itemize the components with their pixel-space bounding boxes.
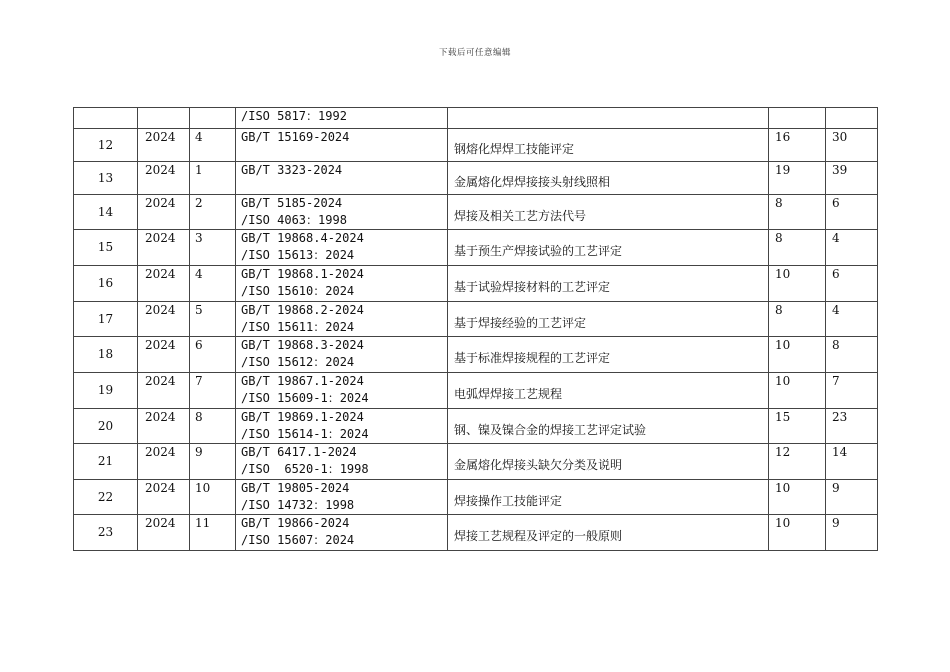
row-number-cell: 21 (74, 444, 138, 480)
standard-code-line: /ISO 6520-1：1998 (241, 462, 369, 476)
sequence-cell (190, 108, 236, 129)
standard-name-cell (448, 373, 769, 409)
standard-code-cell (236, 129, 448, 162)
standard-name-cell (448, 302, 769, 337)
standard-code-line: GB/T 19868.1-2024 (241, 267, 364, 281)
standard-code-line: GB/T 19805-2024 (241, 481, 350, 495)
standard-code-cell (236, 337, 448, 373)
standard-code-cell (236, 373, 448, 409)
pages-cell (769, 108, 826, 129)
standard-code-line: /ISO 4063：1998 (241, 213, 347, 227)
standard-name: 钢熔化焊焊工技能评定 (454, 141, 575, 156)
standard-code-cell (236, 162, 448, 195)
table-row (74, 409, 878, 444)
standard-code-line: /ISO 15611：2024 (241, 320, 355, 334)
standard-code-line: GB/T 19868.4-2024 (241, 231, 364, 245)
standard-code-line: GB/T 15169-2024 (241, 130, 350, 144)
standard-name-cell (448, 515, 769, 551)
standard-code-cell (236, 480, 448, 515)
year-cell: 2024 (138, 266, 190, 302)
table-row (74, 230, 878, 266)
count-cell (826, 108, 878, 129)
year-cell: 2024 (138, 515, 190, 551)
count-cell: 4 (826, 230, 878, 266)
table-row (74, 373, 878, 409)
table-body (74, 108, 878, 551)
row-number-cell: 22 (74, 480, 138, 515)
count-cell: 14 (826, 444, 878, 480)
standard-name: 基于试验焊接材料的工艺评定 (454, 280, 611, 294)
standard-code-line: GB/T 6417.1-2024 (241, 445, 357, 459)
pages-cell: 8 (769, 230, 826, 266)
sequence-cell: 6 (190, 337, 236, 373)
standard-name: 焊接及相关工艺方法代号 (454, 208, 587, 223)
year-cell: 2024 (138, 409, 190, 444)
count-cell: 39 (826, 162, 878, 195)
sequence-cell: 1 (190, 162, 236, 195)
pages-cell: 12 (769, 444, 826, 480)
count-cell: 9 (826, 480, 878, 515)
standard-name-cell (448, 129, 769, 162)
pages-cell: 15 (769, 409, 826, 444)
standard-code-cell (236, 444, 448, 480)
header-note: 下载后可任意编辑 (438, 48, 511, 58)
standard-code-line: GB/T 19868.2-2024 (241, 303, 364, 317)
count-cell: 6 (826, 266, 878, 302)
sequence-cell: 8 (190, 409, 236, 444)
table-row (74, 337, 878, 373)
count-cell: 6 (826, 195, 878, 230)
table-row (74, 444, 878, 480)
sequence-cell: 10 (190, 480, 236, 515)
standard-code-line: /ISO 15614-1：2024 (241, 427, 369, 441)
standard-name-cell (448, 230, 769, 266)
standard-code-line: /ISO 15609-1：2024 (241, 391, 369, 405)
sequence-cell: 2 (190, 195, 236, 230)
standard-name-cell (448, 480, 769, 515)
standard-name: 基于预生产焊接试验的工艺评定 (454, 244, 623, 258)
standard-name: 金属熔化焊接头缺欠分类及说明 (454, 458, 623, 472)
count-cell: 9 (826, 515, 878, 551)
year-cell: 2024 (138, 195, 190, 230)
pages-cell: 10 (769, 266, 826, 302)
count-cell: 4 (826, 302, 878, 337)
sequence-cell: 7 (190, 373, 236, 409)
count-cell: 23 (826, 409, 878, 444)
year-cell: 2024 (138, 129, 190, 162)
standard-name-cell (448, 162, 769, 195)
standard-code-line: /ISO 5817：1992 (241, 109, 347, 123)
year-cell: 2024 (138, 230, 190, 266)
pages-cell: 10 (769, 480, 826, 515)
pages-cell: 10 (769, 515, 826, 551)
standard-code-line: /ISO 14732：1998 (241, 498, 355, 512)
standard-name-cell (448, 195, 769, 230)
standard-code-line: GB/T 3323-2024 (241, 163, 343, 177)
row-number-cell: 19 (74, 373, 138, 409)
standard-code-line: /ISO 15610：2024 (241, 284, 355, 298)
count-cell: 7 (826, 373, 878, 409)
standard-name: 基于标准焊接规程的工艺评定 (454, 351, 611, 365)
row-number-cell: 20 (74, 409, 138, 444)
table-row (74, 515, 878, 551)
standard-name: 钢、镍及镍合金的焊接工艺评定试验 (454, 422, 647, 437)
row-number-cell: 13 (74, 162, 138, 195)
standard-code-cell (236, 230, 448, 266)
pages-cell: 10 (769, 373, 826, 409)
year-cell: 2024 (138, 444, 190, 480)
standard-name: 金属熔化焊焊接接头射线照相 (454, 174, 611, 189)
standard-name: 焊接工艺规程及评定的一般原则 (454, 529, 623, 543)
standard-name-cell (448, 409, 769, 444)
row-number-cell: 18 (74, 337, 138, 373)
sequence-cell: 3 (190, 230, 236, 266)
table-row (74, 195, 878, 230)
table-row (74, 108, 878, 129)
count-cell: 30 (826, 129, 878, 162)
table-row (74, 129, 878, 162)
row-number-cell: 14 (74, 195, 138, 230)
standard-code-line: GB/T 5185-2024 (241, 196, 343, 210)
pages-cell: 19 (769, 162, 826, 195)
pages-cell: 10 (769, 337, 826, 373)
row-number-cell: 15 (74, 230, 138, 266)
table-row (74, 266, 878, 302)
year-cell: 2024 (138, 162, 190, 195)
standard-code-cell (236, 302, 448, 337)
pages-cell: 8 (769, 302, 826, 337)
standard-code-line: GB/T 19867.1-2024 (241, 374, 364, 388)
standard-name-cell (448, 337, 769, 373)
standard-name-cell (448, 108, 769, 129)
table-row (74, 162, 878, 195)
pages-cell: 8 (769, 195, 826, 230)
standard-code-cell (236, 409, 448, 444)
standard-code-cell (236, 195, 448, 230)
standard-code-line: /ISO 15613：2024 (241, 248, 355, 262)
standard-name: 电弧焊焊接工艺规程 (454, 387, 563, 401)
sequence-cell: 9 (190, 444, 236, 480)
row-number-cell: 17 (74, 302, 138, 337)
standard-code-cell (236, 108, 448, 129)
row-number-cell: 16 (74, 266, 138, 302)
standard-code-line: GB/T 19866-2024 (241, 516, 350, 530)
standard-code-cell (236, 515, 448, 551)
standard-name-cell (448, 444, 769, 480)
standard-name: 焊接操作工技能评定 (454, 493, 563, 508)
standards-table (73, 107, 878, 551)
year-cell: 2024 (138, 373, 190, 409)
row-number-cell (74, 108, 138, 129)
year-cell: 2024 (138, 480, 190, 515)
table-row (74, 480, 878, 515)
standard-code-cell (236, 266, 448, 302)
standard-name (454, 114, 768, 122)
row-number-cell: 23 (74, 515, 138, 551)
row-number-cell: 12 (74, 129, 138, 162)
standard-code-line: /ISO 15607：2024 (241, 533, 355, 547)
year-cell: 2024 (138, 302, 190, 337)
sequence-cell: 11 (190, 515, 236, 551)
count-cell: 8 (826, 337, 878, 373)
standard-code-line: GB/T 19868.3-2024 (241, 338, 364, 352)
year-cell (138, 108, 190, 129)
pages-cell: 16 (769, 129, 826, 162)
sequence-cell: 5 (190, 302, 236, 337)
standard-code-line: /ISO 15612：2024 (241, 355, 355, 369)
sequence-cell: 4 (190, 129, 236, 162)
standard-name: 基于焊接经验的工艺评定 (454, 315, 587, 330)
standard-name-cell (448, 266, 769, 302)
year-cell: 2024 (138, 337, 190, 373)
table-row (74, 302, 878, 337)
sequence-cell: 4 (190, 266, 236, 302)
standard-code-line: GB/T 19869.1-2024 (241, 410, 364, 424)
